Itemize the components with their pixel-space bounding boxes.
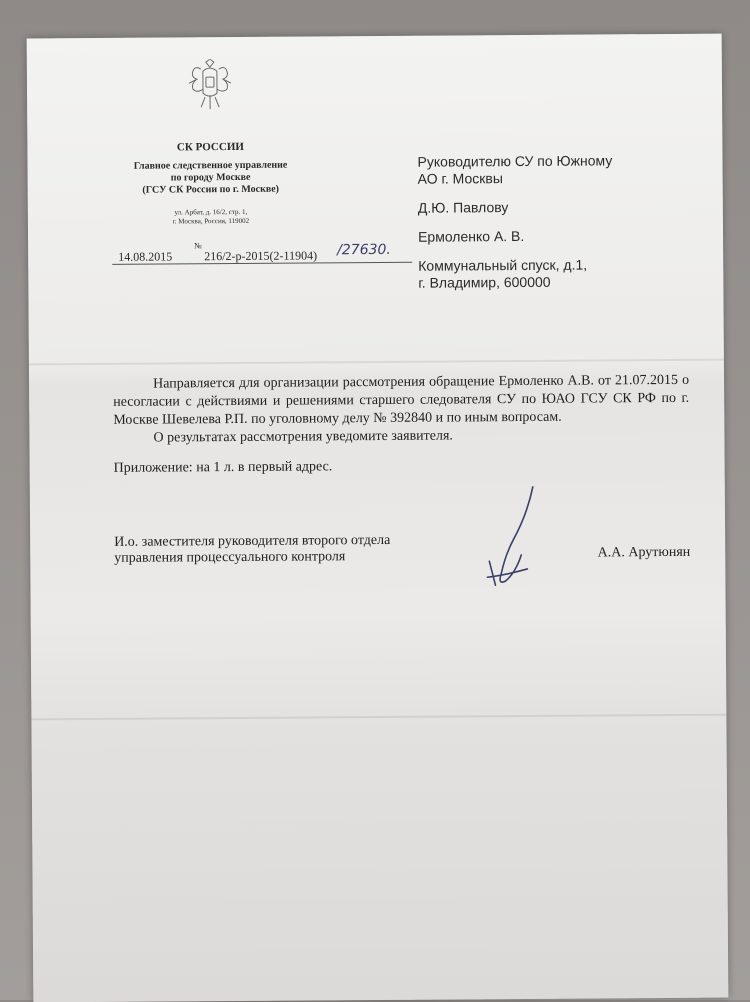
paper-fold (31, 714, 726, 721)
primary-recipient (417, 152, 612, 187)
signer-name: А.А. Арутюнян (597, 544, 691, 561)
body-paragraph: Направляется для организации рассмотрения обращение Ермоленко А.В. от 21.07.2015 о несогласии с действиями и решениями старшего следователя СУ по ЮАО ГСУ СК РФ по г. Москве Шевелева Р.П. по уголовному делу № 392840 и по иным вопросам. (113, 372, 690, 428)
registration-date: 14.08.2015 (118, 249, 173, 264)
document-sheet (27, 34, 729, 1002)
number-sign: № (194, 241, 202, 251)
body-paragraph: О результатах рассмотрения уведомите заявителя. (153, 428, 453, 446)
position-line: И.о. заместителя руководителя второго отдела (114, 532, 391, 550)
agency-name: СК РОССИИ (176, 140, 244, 154)
secondary-recipient-person: Ермоленко А. В. (417, 227, 525, 245)
agency-address (106, 207, 316, 226)
recipient-address-line: г. Владимир, 600000 (418, 273, 551, 291)
handwritten-signature (475, 485, 546, 595)
double-headed-eagle-icon (187, 59, 233, 115)
attachment-note: Приложение: на 1 л. в первый адрес. (113, 459, 333, 476)
signature-block (114, 531, 691, 566)
registration-line (112, 241, 412, 264)
recipient-line: Руководителю СУ по Южному (417, 152, 613, 170)
agency-block (105, 140, 316, 226)
address-line: г. Москва, Россия, 119002 (172, 216, 250, 226)
department-line: по городу Москве (170, 171, 251, 184)
paper-fold (29, 359, 724, 366)
registration-number: 216/2-р-2015(2-11904) (204, 248, 318, 264)
primary-recipient-person: Д.Ю. Павлову (417, 199, 509, 216)
position-line: управления процессуального контроля (114, 549, 346, 566)
handwritten-number: /27630. (337, 241, 391, 259)
signer-position (114, 532, 474, 567)
secondary-recipient-address (418, 256, 613, 291)
recipient-block (417, 152, 613, 291)
department-line: (ГСУ СК России по г. Москве) (142, 183, 280, 196)
department-line: Главное следственное управление (133, 159, 288, 172)
address-line: ул. Арбат, д. 16/2, стр. 1, (174, 207, 248, 217)
recipient-address-line: Коммунальный спуск, д.1, (418, 256, 588, 274)
recipient-line: АО г. Москвы (417, 170, 503, 187)
letter-body (113, 372, 690, 478)
